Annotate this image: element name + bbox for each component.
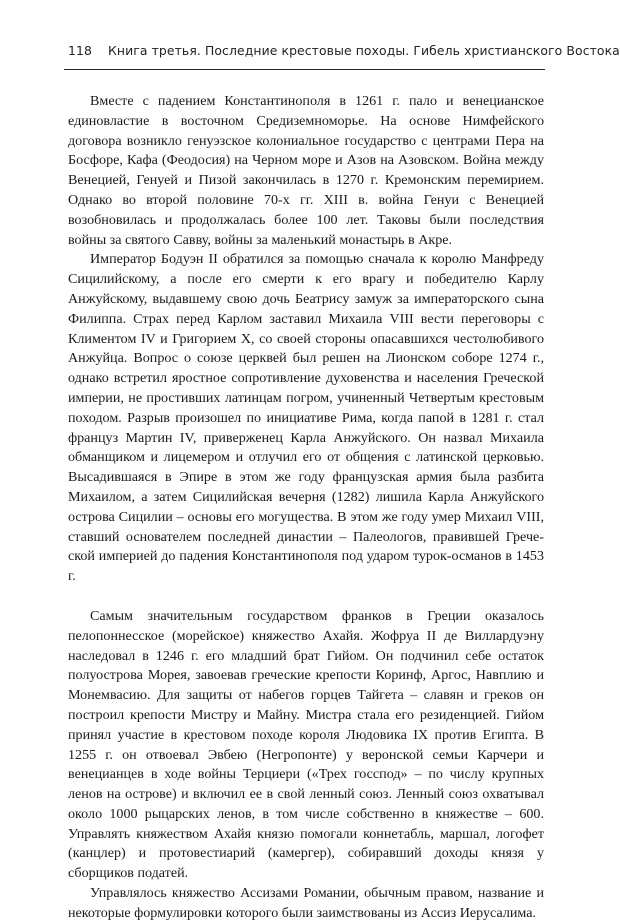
header-rule [64, 69, 545, 70]
running-head [68, 43, 620, 58]
paragraph: Самым значительным государством франков в Греции оказалось пелопоннесское (морейское) княжество Ахайя. Жофруа II де Виллардуэну наследовал в 1246 г. его младший брат Гийом. Он подчинил себе остаток полуострова Морея, завоевав греческие крепости Коринф, Аргос, Навплию и Монемвасию. Для защиты от набегов горцев Тайгета – славян и греков он построил крепости Мистру и Майну. Мистра стала его резиденцией. Гийом принял участие в крестовом походе короля Людовика IX против Египта. В 1255 г. он отвоевал Эвбею (Негропонте) у веронской семьи Карчери и венецианцев в ходе войны Терциери («Трех госспод» – по числу крупных ленов на острове) и включил ее в свой ленный союз. Ленный союз охватывал около 1000 рыцарских ленов, в том числе собственно в княжестве – 600. Управлять княжеством Ахайя князю помогали коннетабль, маршал, логофет (канцлер) и протовестиарий (камергер), собиравший доходы князя у сборщиков податей. [68, 607, 544, 882]
body-text [68, 92, 544, 924]
running-title: Книга третья. Последние крестовые походы. Гибель христианского Востока [108, 43, 620, 58]
paragraph: Император Бодуэн II обратился за помощью сначала к королю Манфреду Сицилийскому, а после его смерти к его врагу и победителю Карлу Анжуйскому, выдавшему свою дочь Беатрису замуж за императорского сына Филиппа. Страх перед Карлом заставил Михаила VIII вести переговоры с Климентом IV и Григорием X, со своей стороны опасавшихся честолюбивого Анжуйца. Вопрос о союзе церквей был решен на Лионском соборе 1274 г., однако встретил яростное сопротивление духовенства и населения Греческой империи, не простивших латинцам погром, учиненный Четвертым крестовым походом. Разрыв произошел по инициативе Рима, когда папой в 1281 г. стал француз Мартин IV, приверженец Карла Анжуйского. Он назвал Михаила обманщиком и лицемером и отлучил его от общения с латинской церковью. Высадившаяся в Эпире в этом же году французская армия была разбита Михаилом, а затем Сицилийская вечерня (1282) лишила Карла Анжуйского острова Сицилии – основы его могущества. В этом же году умер Михаил VIII, ставший основателем последней династии – Палеологов, правившей Греческой империей до падения Константинополя под ударом турок-османов в 1453 г. [68, 251, 544, 585]
paragraph: Вместе с падением Константинополя в 1261 г. пало и венецианское единовластие в восточном Средиземноморье. На основе Нимфейского договора возникло генуэзское колониальное государство с центрами Пера на Босфоре, Кафа (Феодосия) на Черном море и Азов на Азовском. Война между Венецией, Генуей и Пизой закончилась в 1270 г. Кремонским перемирием. Однако во второй половине 70-х гг. XIII в. война Генуи с Венецией возобновилась и продолжалась более 100 лет. Таковы были последствия войны за святого Савву, войны за маленький монастырь в Акре. [68, 93, 544, 248]
paragraph: Управлялось княжество Ассизами Романии, обычным правом, название и некоторые формулировки которого были заимствованы из Ассиз Иерусалима. [68, 885, 544, 921]
section-break [68, 587, 544, 607]
page-number: 118 [68, 43, 92, 58]
